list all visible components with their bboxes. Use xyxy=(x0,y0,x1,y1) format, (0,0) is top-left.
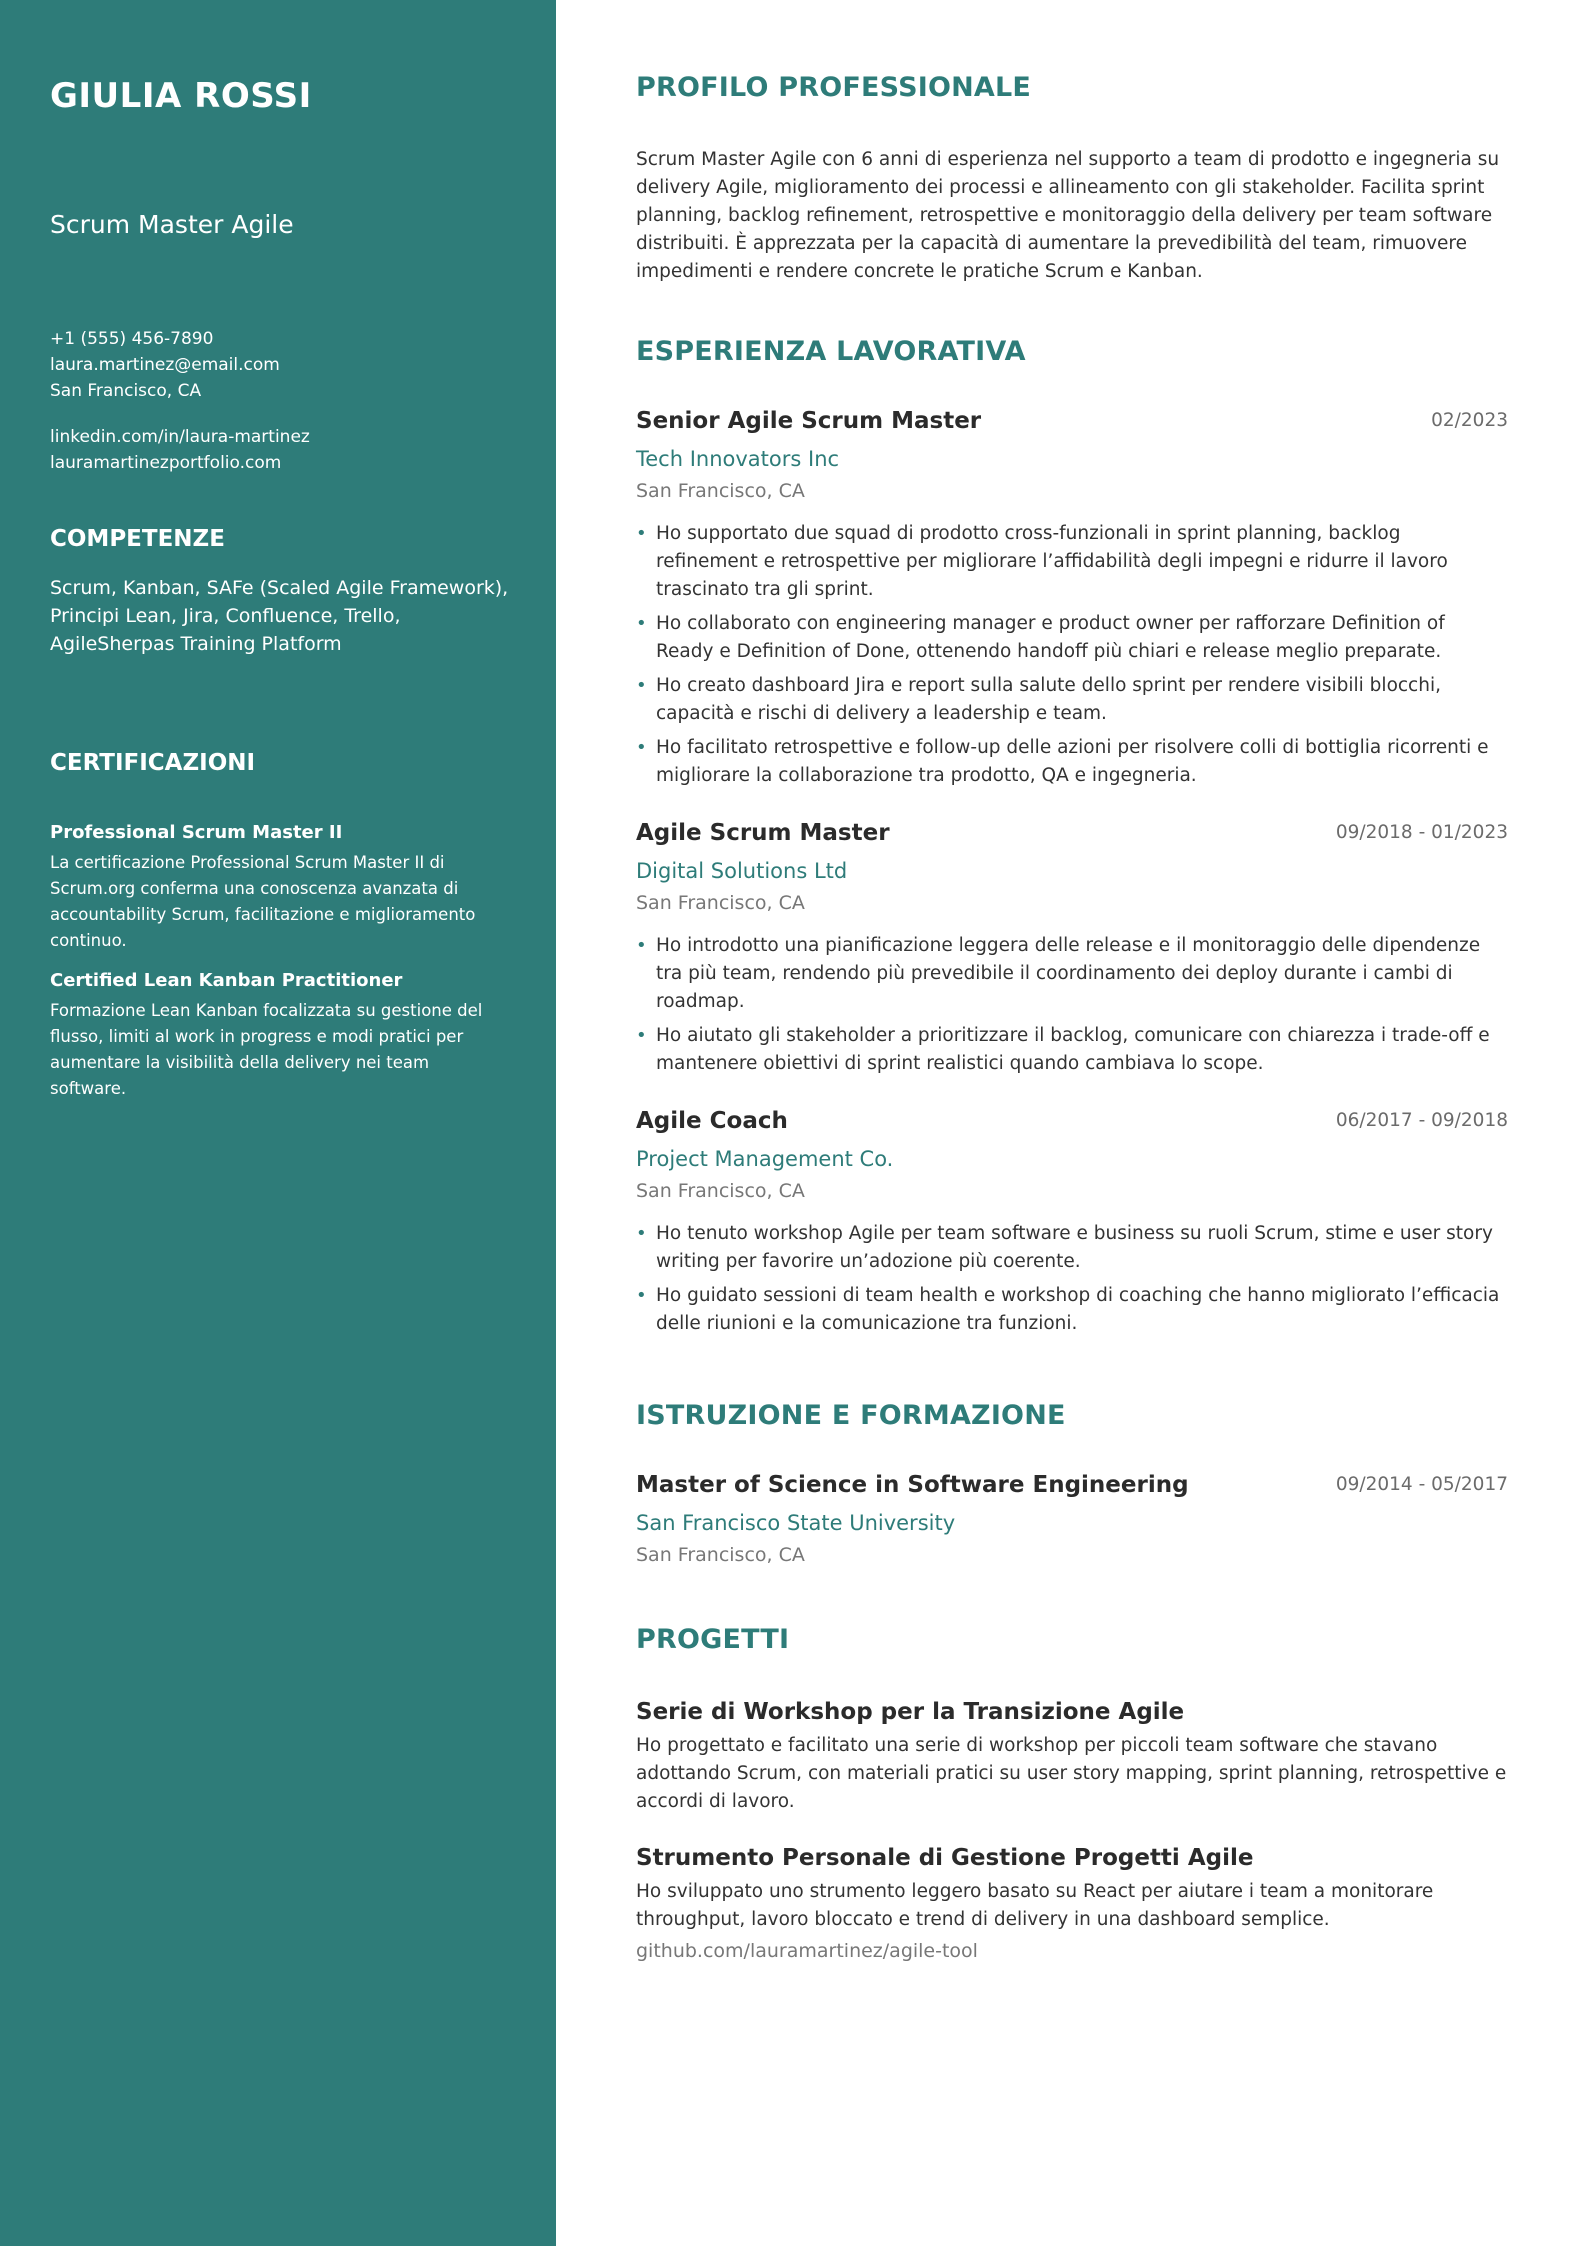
job-location: San Francisco, CA xyxy=(636,480,805,502)
bullet-item: • Ho tenuto workshop Agile per team software e business su ruoli Scrum, stime e user story writing per favorire un’adozione più coerente. xyxy=(636,1220,1508,1276)
job-bullets xyxy=(636,520,1508,790)
education-entry xyxy=(636,1472,1508,1570)
project-entry xyxy=(636,1696,1508,1816)
certification-description: Formazione Lean Kanban focalizzata su gestione del flusso, limiti al work in progress e modi pratici per aumentare la visibilità della delivery nei team software. xyxy=(50,1001,483,1098)
job-date: 02/2023 xyxy=(1431,410,1508,431)
skills-list: Scrum, Kanban, SAFe (Scaled Agile Framework), Principi Lean, Jira, Confluence, Trello, AgileSherpas Training Platform xyxy=(50,577,509,655)
bullet-dot-icon: • xyxy=(636,523,647,544)
linkedin-link[interactable]: linkedin.com/in/laura-martinez xyxy=(50,427,310,447)
job-title: Senior Agile Scrum Master xyxy=(636,408,982,434)
school-name: San Francisco State University xyxy=(636,1511,956,1535)
bullet-item: • Ho introdotto una pianificazione leggera delle release e il monitoraggio delle dipendenze tra più team, rendendo più prevedibile il coordinamento dei deploy durante i cambi di roadmap. xyxy=(636,932,1508,1016)
project-title: Strumento Personale di Gestione Progetti Agile xyxy=(636,1845,1254,1871)
bullet-dot-icon: • xyxy=(636,1025,647,1046)
bullet-dot-icon: • xyxy=(636,1223,647,1244)
certifications-list xyxy=(50,820,506,1116)
job-entry xyxy=(636,820,1508,1084)
job-company: Tech Innovators Inc xyxy=(636,447,840,471)
experience-heading: ESPERIENZA LAVORATIVA xyxy=(636,336,1026,367)
project-link[interactable]: github.com/lauramartinez/agile-tool xyxy=(636,1940,978,1962)
job-title: Agile Coach xyxy=(636,1108,788,1134)
bullet-dot-icon: • xyxy=(636,737,647,758)
job-location: San Francisco, CA xyxy=(636,892,805,914)
bullet-item: • Ho aiutato gli stakeholder a prioritizzare il backlog, comunicare con chiarezza i trade-off e mantenere obiettivi di sprint realistici quando cambiava lo scope. xyxy=(636,1022,1508,1078)
job-location: San Francisco, CA xyxy=(636,1180,805,1202)
profile-summary: Scrum Master Agile con 6 anni di esperienza nel supporto a team di prodotto e ingegneria su delivery Agile, miglioramento dei processi e allineamento con gli stakeholder. Facilita sprint planning, backlog refinement, retrospettive e monitoraggio della delivery per team software distribuiti. È apprezzata per la capacità di aumentare la prevedibilità del team, rimuovere impedimenti e rendere concrete le pratiche Scrum e Kanban. xyxy=(636,149,1500,282)
project-title: Serie di Workshop per la Transizione Agile xyxy=(636,1699,1185,1725)
school-location: San Francisco, CA xyxy=(636,1544,805,1566)
certifications-heading: CERTIFICAZIONI xyxy=(50,750,256,776)
certification-name: Certified Lean Kanban Practitioner xyxy=(50,970,403,991)
bullet-dot-icon: • xyxy=(636,1285,647,1306)
certification-item xyxy=(50,820,506,954)
job-date: 09/2018 - 01/2023 xyxy=(1335,822,1508,843)
bullet-item: • Ho guidato sessioni di team health e workshop di coaching che hanno migliorato l’efficacia delle riunioni e la comunicazione tra funzioni. xyxy=(636,1282,1508,1338)
bullet-item: • Ho supportato due squad di prodotto cross-funzionali in sprint planning, backlog refinement e retrospettive per migliorare l’affidabilità degli impegni e ridurre il lavoro trascinato tra gli sprint. xyxy=(636,520,1508,604)
phone: +1 (555) 456-7890 xyxy=(50,329,214,349)
projects-heading: PROGETTI xyxy=(636,1624,790,1655)
job-company: Digital Solutions Ltd xyxy=(636,859,848,883)
job-company: Project Management Co. xyxy=(636,1147,894,1171)
profile-heading: PROFILO PROFESSIONALE xyxy=(636,72,1032,103)
bullet-dot-icon: • xyxy=(636,675,647,696)
bullet-item: • Ho collaborato con engineering manager e product owner per rafforzare Definition of Ready e Definition of Done, ottenendo handoff più chiari e release meglio preparate. xyxy=(636,610,1508,666)
portfolio-link[interactable]: lauramartinezportfolio.com xyxy=(50,453,282,473)
job-bullets xyxy=(636,1220,1508,1338)
bullet-item: • Ho creato dashboard Jira e report sulla salute dello sprint per rendere visibili blocchi, capacità e rischi di delivery a leadership e team. xyxy=(636,672,1508,728)
job-entry xyxy=(636,1108,1508,1344)
bullet-dot-icon: • xyxy=(636,613,647,634)
candidate-name: GIULIA ROSSI xyxy=(50,76,312,116)
certification-name: Professional Scrum Master II xyxy=(50,822,343,843)
education-date: 09/2014 - 05/2017 xyxy=(1335,1474,1508,1495)
job-title: Agile Scrum Master xyxy=(636,820,890,846)
project-description: Ho sviluppato uno strumento leggero basato su React per aiutare i team a monitorare throughput, lavoro bloccato e trend di delivery in una dashboard semplice. xyxy=(636,1881,1434,1930)
candidate-title: Scrum Master Agile xyxy=(50,210,294,239)
job-entry xyxy=(636,408,1508,796)
bullet-item: • Ho facilitato retrospettive e follow-up delle azioni per risolvere colli di bottiglia ricorrenti e migliorare la collaborazione tra prodotto, QA e ingegneria. xyxy=(636,734,1508,790)
sidebar xyxy=(0,0,556,2246)
project-entry xyxy=(636,1842,1508,1966)
location: San Francisco, CA xyxy=(50,381,202,401)
skills-heading: COMPETENZE xyxy=(50,526,225,552)
project-description: Ho progettato e facilitato una serie di workshop per piccoli team software che stavano adottando Scrum, con materiali pratici su user story mapping, sprint planning, retrospettive e accordi di lavoro. xyxy=(636,1735,1507,1812)
certification-item xyxy=(50,968,506,1102)
job-bullets xyxy=(636,932,1508,1078)
certification-description: La certificazione Professional Scrum Master II di Scrum.org conferma una conoscenza avanzata di accountability Scrum, facilitazione e miglioramento continuo. xyxy=(50,853,476,950)
job-date: 06/2017 - 09/2018 xyxy=(1335,1110,1508,1131)
degree-title: Master of Science in Software Engineering xyxy=(636,1472,1189,1498)
bullet-dot-icon: • xyxy=(636,935,647,956)
education-heading: ISTRUZIONE E FORMAZIONE xyxy=(636,1400,1066,1431)
email[interactable]: laura.martinez@email.com xyxy=(50,355,280,375)
contact-info xyxy=(50,326,530,476)
